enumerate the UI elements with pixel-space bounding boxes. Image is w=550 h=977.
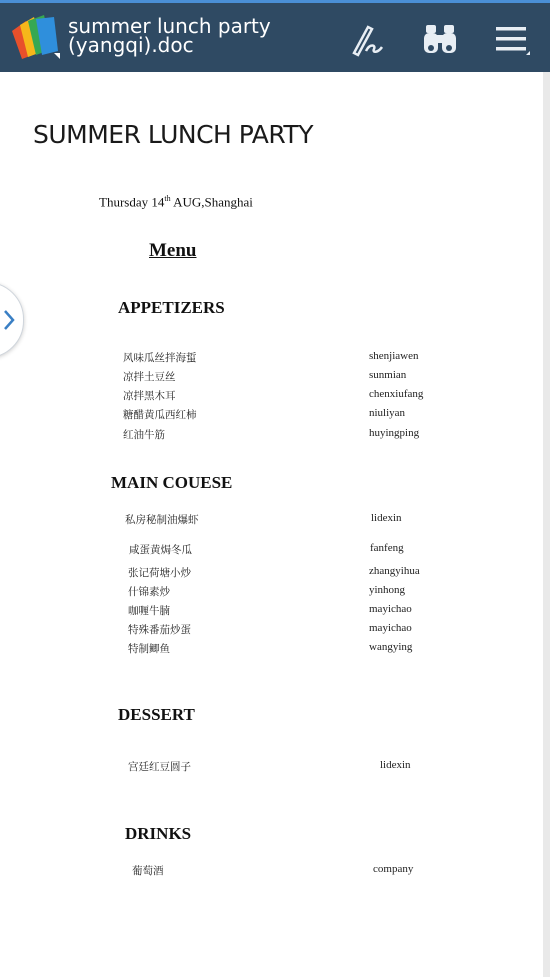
section-heading-dessert: DESSERT (118, 705, 195, 724)
person-name: niuliyan (369, 407, 406, 419)
pen-edit-icon[interactable] (346, 19, 386, 59)
dish-name: 糖醋黄瓜西红柿 (123, 409, 197, 421)
section-heading-drinks: DRINKS (125, 824, 192, 843)
dish-name: 宫廷红豆圆子 (128, 761, 191, 773)
menu-row (0, 584, 550, 602)
app-logo-icon[interactable] (8, 13, 62, 63)
date-prefix: Thursday 14 (99, 194, 165, 210)
menu-row (0, 350, 550, 368)
menu-row (0, 759, 550, 777)
menu-row (0, 565, 550, 583)
dish-name: 凉拌黑木耳 (123, 390, 176, 402)
menu-heading: Menu (149, 240, 197, 261)
dish-name: 特殊番茄炒蛋 (128, 624, 191, 636)
date-rest: AUG,Shanghai (170, 194, 253, 210)
dish-name: 什锦素炒 (128, 586, 170, 598)
date-ordinal: th (164, 194, 171, 203)
app-toolbar (0, 0, 550, 72)
menu-icon[interactable] (492, 19, 532, 59)
person-name: mayichao (369, 622, 412, 634)
file-title-line2: (yangqi).doc (68, 33, 194, 57)
file-title (68, 14, 271, 57)
person-name: lidexin (380, 759, 411, 771)
person-name: chenxiufang (369, 388, 424, 400)
dish-name: 葡萄酒 (132, 865, 164, 877)
person-name: zhangyihua (369, 565, 420, 577)
menu-row (0, 622, 550, 640)
dish-name: 特制鲫鱼 (128, 643, 170, 655)
menu-row (0, 388, 550, 406)
dish-name: 咖喱牛腩 (128, 605, 170, 617)
menu-row (0, 641, 550, 659)
person-name: shenjiawen (369, 350, 419, 362)
dish-name: 张记荷塘小炒 (128, 567, 191, 579)
menu-row (0, 407, 550, 425)
section-heading-main-course: MAIN COUESE (111, 473, 233, 492)
binoculars-icon[interactable] (420, 19, 460, 59)
person-name: huyingping (369, 427, 420, 439)
dish-name: 风味瓜丝拌海蜇 (123, 352, 197, 364)
person-name: mayichao (369, 603, 412, 615)
side-panel-toggle[interactable] (0, 282, 24, 358)
chevron-right-icon (3, 309, 15, 331)
menu-row (0, 603, 550, 621)
event-date (99, 194, 253, 210)
menu-row (0, 512, 550, 530)
menu-row (0, 863, 550, 881)
dish-name: 咸蛋黄焗冬瓜 (129, 544, 192, 556)
person-name: lidexin (371, 512, 402, 524)
person-name: company (373, 863, 414, 875)
person-name: sunmian (369, 369, 407, 381)
document-title: SUMMER LUNCH PARTY (33, 120, 313, 149)
dish-name: 凉拌土豆丝 (123, 371, 176, 383)
dish-name: 红油牛筋 (123, 429, 165, 441)
menu-row (0, 427, 550, 445)
dish-name: 私房秘制油爆虾 (125, 514, 199, 526)
person-name: yinhong (369, 584, 406, 596)
person-name: wangying (369, 641, 413, 653)
file-title-line1: summer lunch party (68, 14, 271, 38)
person-name: fanfeng (370, 542, 404, 554)
menu-row (0, 369, 550, 387)
menu-row (0, 542, 550, 560)
section-heading-appetizers: APPETIZERS (118, 298, 225, 317)
